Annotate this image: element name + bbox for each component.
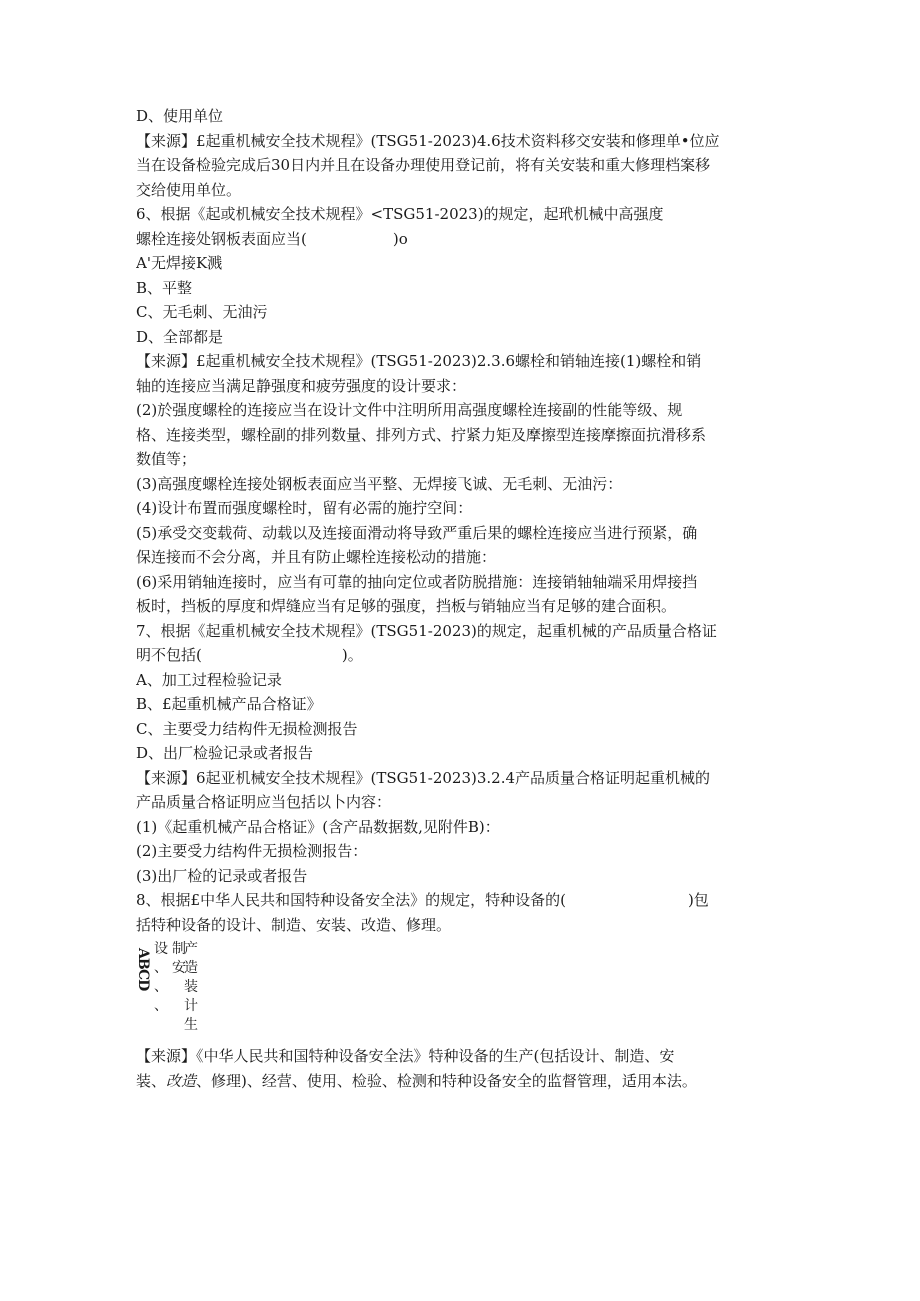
source-line: 轴的连接应当满足静强度和疲劳强度的设计要求：: [136, 376, 467, 395]
source-line: 保连接而不会分离，并且有防止螺栓连接松动的措施：: [136, 548, 497, 566]
source-line: 产品质量合格证明应当包括以卜内容：: [136, 793, 392, 811]
source-line: (3)高强度螺栓连接处钢板表面应当平整、无焊接飞诚、无毛刺、无油污：: [136, 474, 623, 493]
option-a: A'无焊接K溅: [136, 254, 223, 272]
source-line: 格、连接类型，螺栓副的排列数量、排列方式、拧紧力矩及摩擦型连接摩擦面抗滑移系: [136, 425, 707, 444]
option-d: D、出厂检验记录或者报告: [136, 744, 314, 762]
source-line: 板时，挡板的厚度和焊缝应当有足够的强度，挡板与销轴应当有足够的建合面积。: [136, 597, 677, 615]
option-column: 设 、 、 、: [154, 941, 168, 1014]
option-c: C、主要受力结构件无损检测报告: [136, 719, 358, 738]
source-line: (3)出厂检的记录或者报告: [136, 866, 308, 885]
option-b: B、平整: [136, 278, 193, 297]
source-line: (4)设计布置而强度螺栓时，留有必需的施拧空间：: [136, 499, 473, 517]
spacer: [136, 1034, 784, 1044]
source-line: (2)主要受力结构件无损检测报告：: [136, 842, 368, 860]
source-line: (5)承受交变载荷、动载以及连接面滑动将导致严重后果的螺栓连接应当进行预紧，确: [136, 523, 698, 542]
option-letters: ABCD: [135, 948, 151, 991]
source-line: 【来源】6起亚机械安全技术规程》(TSG51-2023)3.2.4产品质量合格证明起重机械的: [136, 768, 711, 787]
question-6-stem: 6、根据《起或机械安全技术规程》<TSG51-2023)的规定，起玳机械中高强度: [136, 205, 664, 223]
text-line: D、使用单位: [136, 107, 224, 125]
question-7-stem: 7、根据《起重机械安全技术规程》(TSG51-2023)的规定，起重机械的产品质量合格证: [136, 621, 717, 640]
option-b: B、£起重机械产品合格证》: [136, 695, 322, 713]
option-column: 产 造 装 计 生: [184, 941, 198, 1033]
source-line: 【来源】£起重机械安全技术规程》(TSG51-2023)2.3.6螺栓和销轴连接(1)螺栓和销: [136, 352, 702, 370]
source-line: (2)於强度螺栓的连接应当在设计文件中注明所用高强度螺栓连接副的性能等级、规: [136, 401, 683, 419]
source-line: 【来源】《中华人民共和国特种设备安全法》特种设备的生产(包括设计、制造、安: [136, 1047, 675, 1065]
question-8-options: [136, 940, 784, 1034]
document-content: [136, 104, 784, 1093]
option-a: A、加工过程检验记录: [136, 670, 282, 689]
option-d: D、全部都是: [136, 327, 224, 346]
source-line: (6)采用销轴连接时，应当有可靠的抽向定位或者防脱措施：连接销轴轴端采用焊接挡: [136, 572, 698, 591]
question-8-stem-cont: 括特种设备的设计、制造、安装、改造、修理。: [136, 915, 452, 934]
text-line: 交给使用单位。: [136, 180, 242, 199]
question-8-stem: 8、根据£中华人民共和国特种设备安全法》的规定，特种设备的( )包: [136, 891, 709, 909]
source-line: 装、改造、修理)、经营、使用、检验、检测和特种设备安全的监督管理，适用本法。: [136, 1071, 697, 1090]
source-line: 数值等；: [136, 450, 197, 468]
source-line: (1)《起重机械产品合格证》(含产品数据数,见附件B)：: [136, 817, 500, 836]
question-6-stem-cont: 螺栓连接处钢板表面应当( )o: [136, 229, 408, 248]
text-line: 当在设备检验完成后30日内并且在设备办理使用登记前，将有关安装和重大修理档案移: [136, 156, 711, 174]
option-c: C、无毛刺、无油污: [136, 303, 268, 321]
option-column: 制 安: [172, 941, 186, 976]
text-line: 【来源】£起重机械安全技术规程》(TSG51-2023)4.6技术资料移交安装和修理单•位应: [136, 131, 720, 150]
question-7-stem-cont: 明不包括( )。: [136, 646, 363, 664]
